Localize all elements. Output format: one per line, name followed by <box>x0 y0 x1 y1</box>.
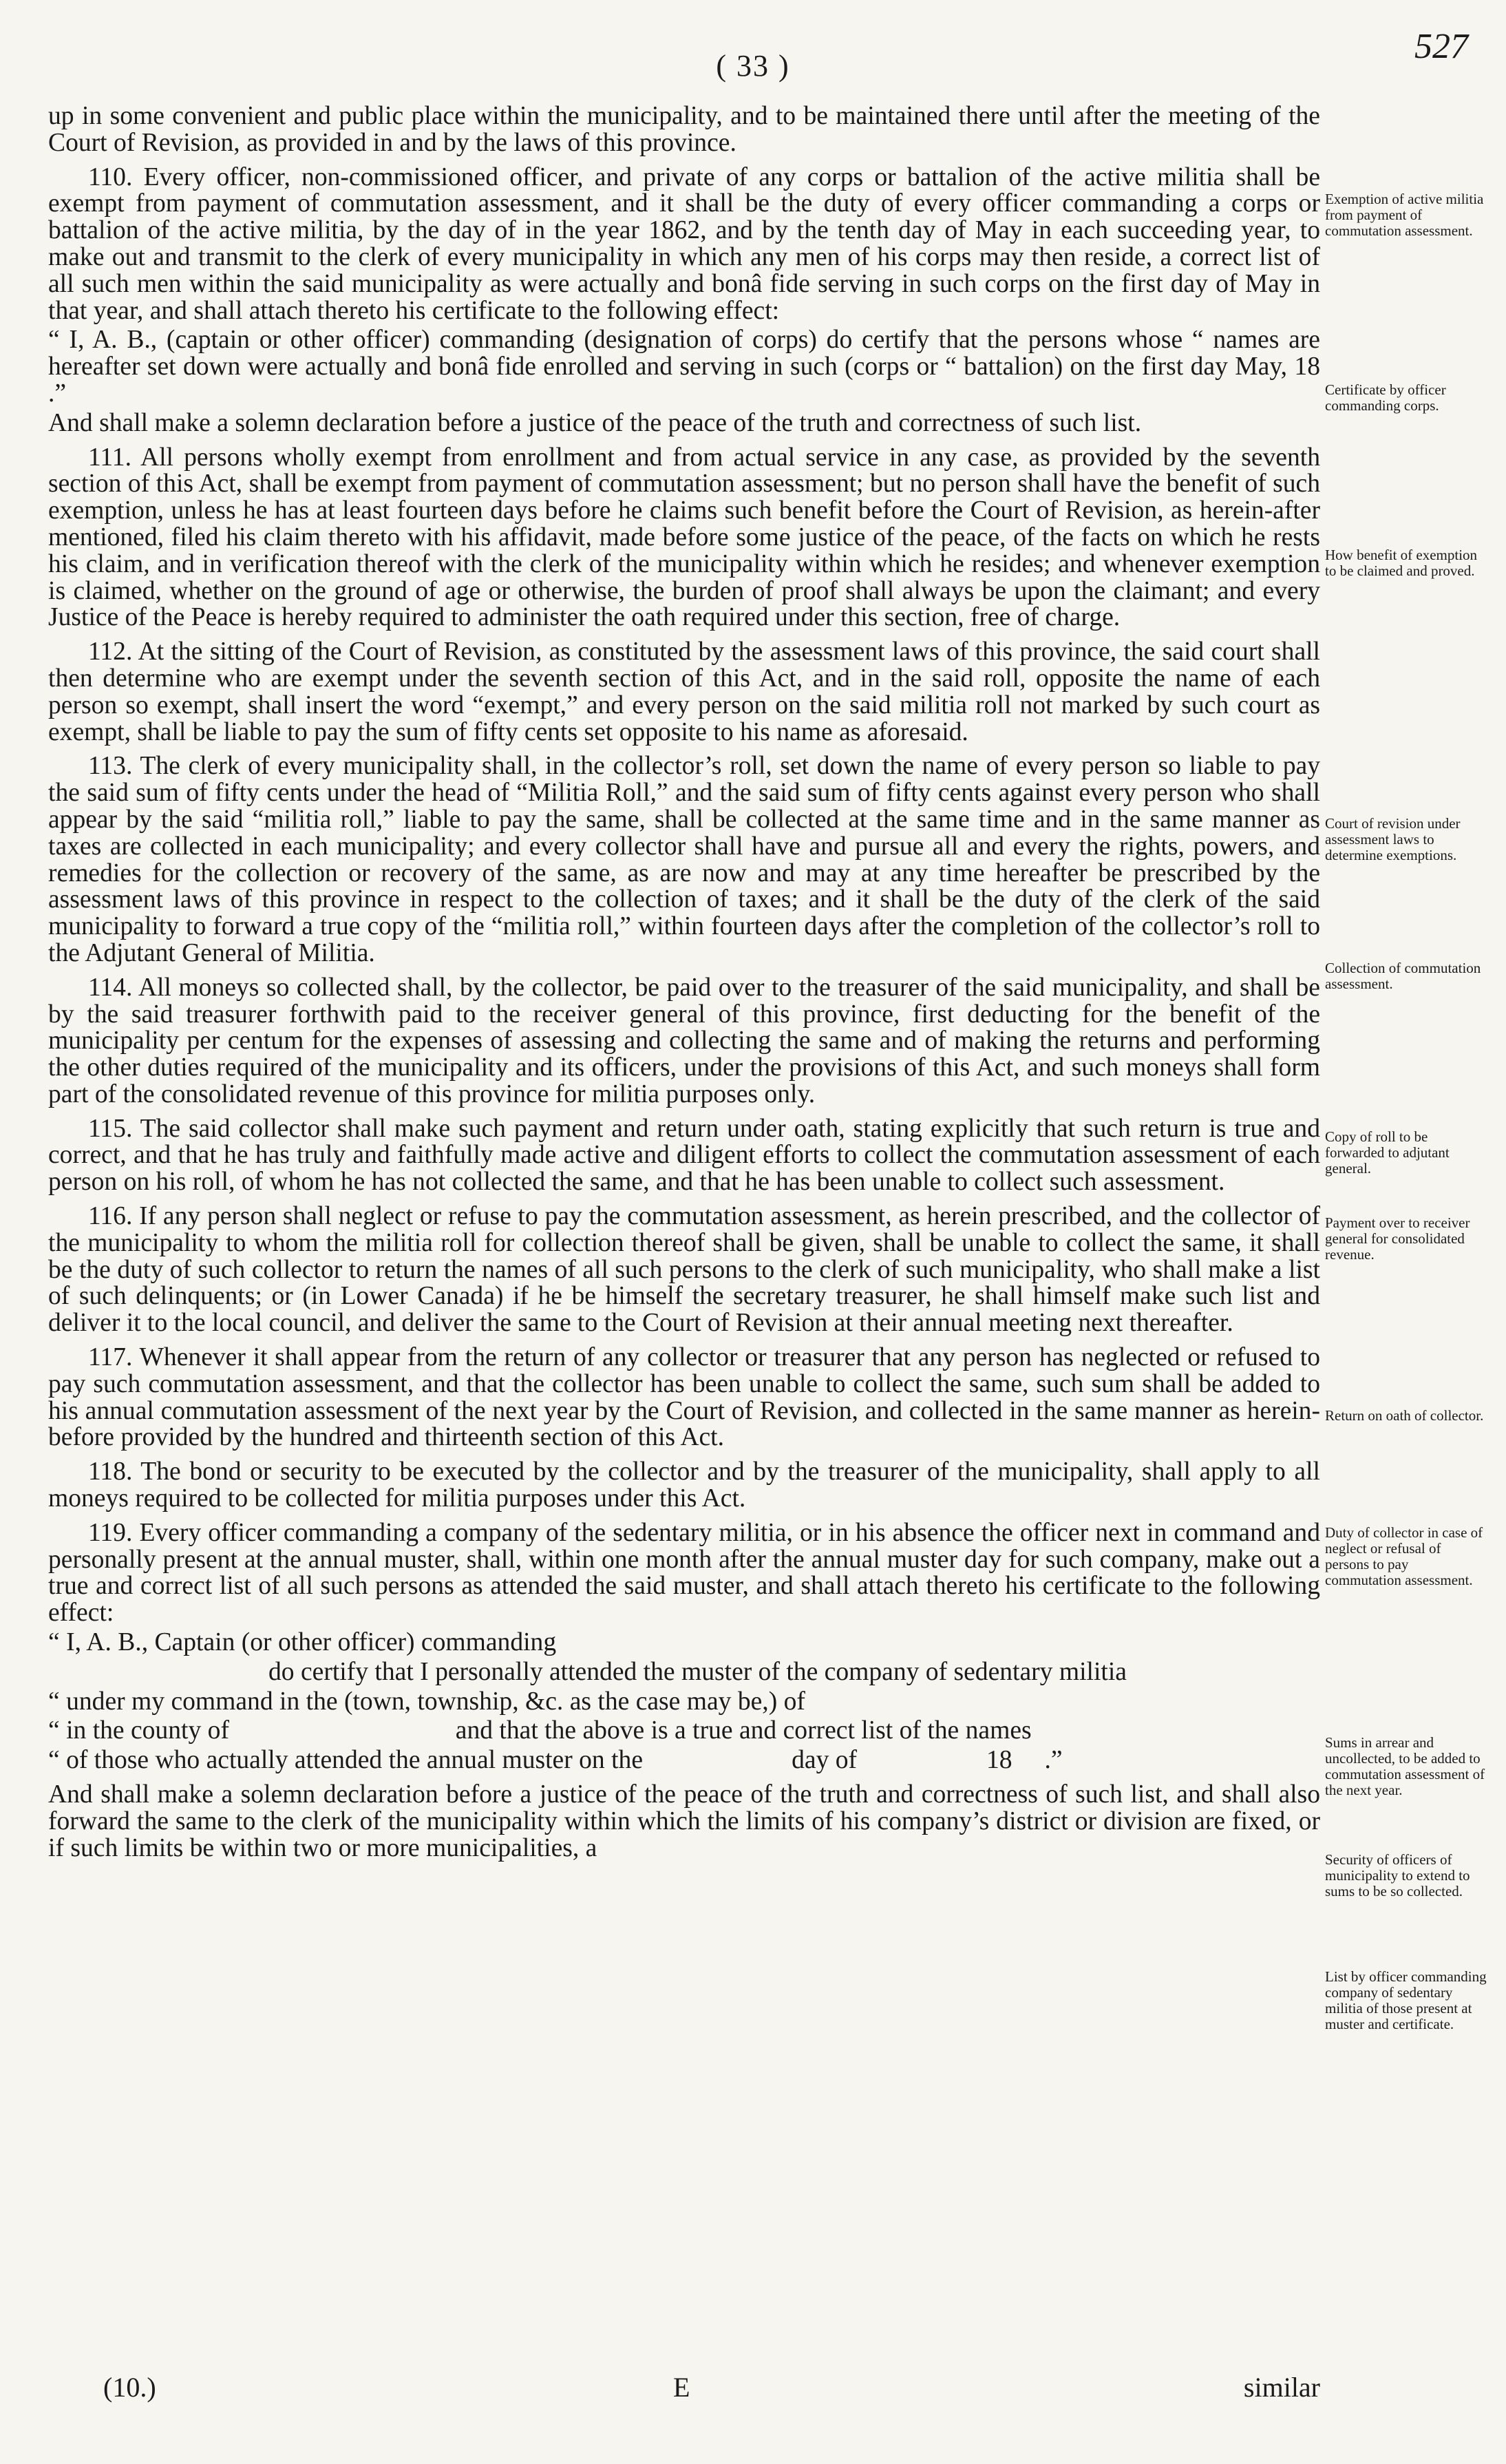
section-114: 114. All moneys so collected shall, by the collector, be paid over to the treasurer of the said municipality, and shall be by the said treasurer forthwith paid to the receiver general of this province, first deducting for the benefit of the municipality per centum for the expenses of assessing and collecting the same and of making the returns and performing the other duties required of the municipality and its officers, under the provisions of this Act, and such moneys shall form part of the consolidated revenue of this province for militia purposes only. <box>48 973 1320 1108</box>
section-113: 113. The clerk of every municipality shall, in the collector’s roll, set down the name of every person so liable to pay the said sum of fifty cents under the head of “Militia Roll,” and the said sum of fifty cents against every person who shall appear by the said “militia roll,” liable to pay the same, shall be collected at the same time and in the same manner as taxes are collected in each municipality; and every collector shall have and pursue all and every the rights, powers, and remedies for the collection or recovery of the same, as are now and may at any time hereafter be prescribed by the assessment laws of this province in respect to the collection of taxes; and it shall be the duty of the clerk of the said municipality to forward a true copy of the “militia roll,” within fourteen days after the completion of the collector’s roll to the Adjutant General of Militia. <box>48 752 1320 967</box>
main-text <box>48 103 1320 1869</box>
page-footer <box>48 2371 1320 2405</box>
section-112: 112. At the sitting of the Court of Revision, as constituted by the assessment laws of this province, the said court shall then determine who are exempt under the seventh section of this Act, and in the said roll, opposite the name of each person so exempt, shall insert the word “exempt,” and every person on the said militia roll not marked by such court as exempt, shall be liable to pay the sum of fifty cents set opposite to his name as aforesaid. <box>48 638 1320 746</box>
section-116: 116. If any person shall neglect or refuse to pay the commutation assessment, as herein prescribed, and the collector of the municipality to whom the militia roll for collection thereof shall be given, shall be unable to collect the same, it shall be the duty of such collector to return the names of all such persons to the clerk of such municipality, who shall make a list of such delinquents; or (in Lower Canada) if he be himself the secretary treasurer, he shall himself make such list and deliver it to the local council, and deliver the same to the Court of Revision at their annual meeting next thereafter. <box>48 1202 1320 1338</box>
marginal-note-115: Return on oath of collector. <box>1325 1407 1484 1424</box>
section-119-declaration: And shall make a solemn declaration before a justice of the peace of the truth and correctness of such list, and shall also forward the same to the clerk of the municipality within which the limits of his company’s district or division are fixed, or if such limits be within two or more municipalities, a <box>48 1780 1320 1862</box>
section-119-cert-line-2: do certify that I personally attended the muster of the company of sedentary militia <box>268 1657 1127 1686</box>
section-119: 119. Every officer commanding a company of the sedentary militia, or in his absence the officer next in command and personally present at the annual muster, shall, within one month after the annual muster day for such company, make out a true and correct list of all such persons as attended the said muster, and shall attach thereto his certificate to the following effect: <box>48 1518 1320 1628</box>
paragraph-continuation: up in some convenient and public place within the municipality, and to be maintained there until after the meeting of the Court of Revision, as provided in and by the laws of this province. <box>48 102 1320 157</box>
marginal-note-117: Sums in arrear and uncollected, to be added to commutation assessment of the next year. <box>1325 1734 1485 1798</box>
sheet-letter: E <box>673 2372 690 2403</box>
marginal-note-113: Collection of commutation assessment. <box>1325 960 1481 992</box>
catchword: similar <box>1243 2372 1320 2403</box>
marginal-note-118: Security of officers of municipality to extend to sums to be so collected. <box>1325 1851 1470 1899</box>
folio-number: 527 <box>1414 27 1468 66</box>
marginal-note-110-certificate: Certificate by officer commanding corps. <box>1325 381 1446 414</box>
section-115: 115. The said collector shall make such payment and return under oath, stating explicitly that such return is true and correct, and that he has truly and faithfully made active and diligent efforts to collect the commutation assessment of each person on his roll, of whom he has not collected the same, and that he has been unable to collect such assessment. <box>48 1114 1320 1197</box>
section-118: 118. The bond or security to be executed by the collector and by the treasurer of the municipality, shall apply to all moneys required to be collected for militia purposes under this Act. <box>48 1457 1320 1513</box>
section-119-cert-line-3: “ under my command in the (town, township, &c. as the case may be,) of <box>48 1687 805 1716</box>
marginal-note-113-copy: Copy of roll to be forwarded to adjutant general. <box>1325 1128 1450 1177</box>
section-119-cert-line-5: “ of those who actually attended the annual muster on the day of 18 .” <box>48 1746 1063 1775</box>
marginal-note-119: List by officer commanding company of sedentary militia of those present at muster and certificate. <box>1325 1968 1487 2032</box>
marginal-note-112: Court of revision under assessment laws to determine exemptions. <box>1325 815 1461 863</box>
section-119-cert-line-1: “ I, A. B., Captain (or other officer) commanding <box>48 1628 557 1657</box>
section-110-declaration: And shall make a solemn declaration before a justice of the peace of the truth and correctness of such list. <box>48 408 1142 437</box>
marginal-note-110: Exemption of active militia from payment of commutation assessment. <box>1325 191 1484 239</box>
section-117: 117. Whenever it shall appear from the return of any collector or treasurer that any person has neglected or refused to pay such commutation assessment, and that the collector has been unable to collect the same, such sum shall be added to his annual commutation assessment of the next year by the Court of Revision, and collected in the same manner as herein-before provided by the hundred and thirteenth section of this Act. <box>48 1343 1320 1452</box>
signature-mark: (10.) <box>103 2372 156 2403</box>
marginal-note-111: How benefit of exemption to be claimed and proved. <box>1325 547 1478 579</box>
section-110-certificate: “ I, A. B., (captain or other officer) commanding (designation of corps) do certify that the persons whose “ names are hereafter set down were actually and bonâ fide enrolled and serving in such (corps or “ battalion) on the first day May, 18 .” <box>48 326 1320 408</box>
section-111: 111. All persons wholly exempt from enrollment and from actual service in any case, as provided by the seventh section of this Act, shall be exempt from payment of commutation assessment; but no person shall have the benefit of such exemption, unless he has at least fourteen days before he claims such benefit before the Court of Revision, as herein-after mentioned, filed his claim thereto with his affidavit, made before some justice of the peace, of the facts on which he rests his claim, and in verification thereof with the clerk of the municipality within which he resides; and whenever exemption is claimed, whether on the ground of age or otherwise, the burden of proof shall always be upon the claimant; and every Justice of the Peace is hereby required to administer the oath required under this section, free of charge. <box>48 443 1320 632</box>
marginal-note-114: Payment over to receiver general for consolidated revenue. <box>1325 1214 1470 1263</box>
section-110: 110. Every officer, non-commissioned officer, and private of any corps or battalion of the active militia shall be exempt from payment of commutation assessment, and it shall be the duty of every officer commanding a corps or battalion of the active militia, by the day of in the year 1862, and by the tenth day of May in each succeeding year, to make out and transmit to the clerk of every municipality in which any men of his corps may then reside, a correct list of all such men within the said municipality as were actually and bonâ fide serving in such corps on the first day of May in that year, and shall attach thereto his certificate to the following effect: <box>48 162 1320 325</box>
marginal-note-116: Duty of collector in case of neglect or refusal of persons to pay commutation assessment. <box>1325 1524 1483 1588</box>
section-119-cert-line-4: “ in the county of and that the above is a true and correct list of the names <box>48 1716 1032 1745</box>
page-number: ( 33 ) <box>716 49 790 83</box>
